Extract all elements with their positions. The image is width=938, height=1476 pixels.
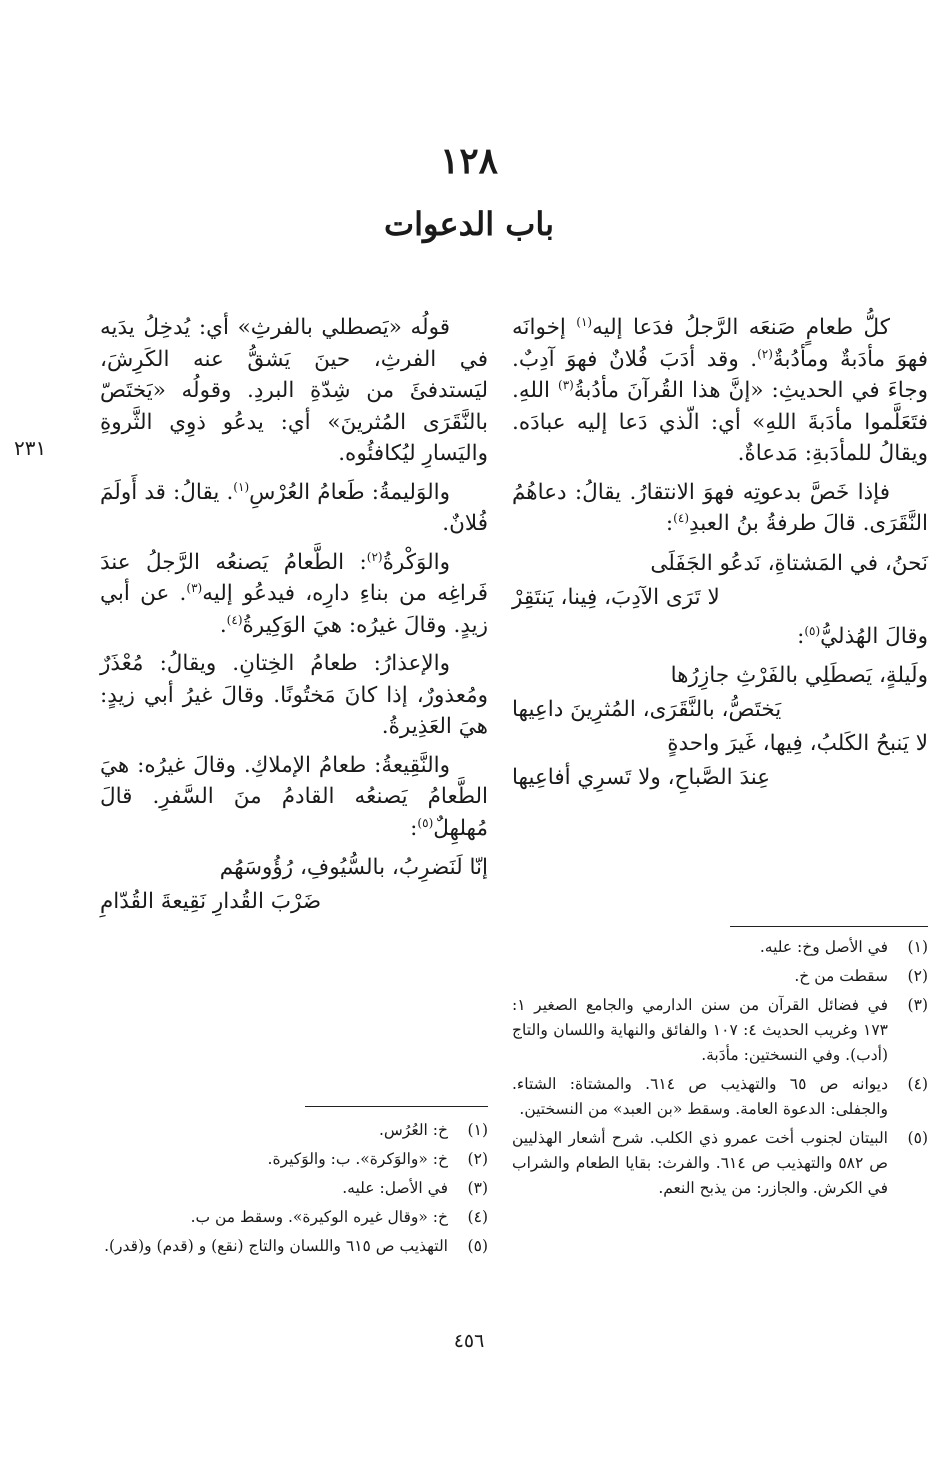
footnote-text: في فضائل القرآن من سنن الدارمي والجامع الصغير ١: ١٧٣ وغريب الحديث ٤: ١٠٧ والفائق والنهاية واللسان والتاج (أدب). وفي النسختين: مأدَبة. [512, 996, 888, 1064]
paragraph-text: . وقد أدَبَ فُلانٌ فهوَ آدِبٌ. وجاءَ في الحديثِ: «إنَّ هذا القُرآنَ مأدُبةُ [512, 346, 928, 403]
page-number: ٤٥٦ [453, 1330, 485, 1352]
footnote-text: في الأصل وخ: عليه. [759, 938, 888, 956]
footnote-number: (٥) [467, 1237, 488, 1255]
paragraph [512, 621, 928, 653]
verse-hemistich: يَختَصُّ، بالنَّقَرَى، المُثرِينَ داعِيها [512, 697, 782, 722]
footnote-number: (٣) [467, 1179, 488, 1197]
footnote-text: سقطت من خ. [794, 967, 888, 985]
paragraph [100, 750, 488, 845]
footnote [512, 964, 928, 989]
verse-hemistich: لا يَنبحُ الكَلبُ، فِيها، غَيرَ واحدةٍ [667, 731, 928, 756]
footnote-ref: (٤) [226, 612, 243, 627]
right-column [512, 312, 928, 801]
footnote-text: في الأصل: عليه. [342, 1179, 448, 1197]
footnote-number: (٤) [467, 1208, 488, 1226]
verse [100, 851, 488, 919]
paragraph-text: والوَكْرةُ [382, 549, 450, 575]
footnote [512, 1126, 928, 1201]
verse-hemistich: عِندَ الصَّباحِ، ولا تَسرِي أفاعِيها [512, 765, 771, 790]
verse-hemistich: نَحنُ، في المَشتاةِ، نَدعُو الجَفَلَى [650, 550, 928, 576]
footnote-text: ديوانه ص ٦٥ والتهذيب ص ٦١٤. والمشتاة: الشتاء. والجفلى: الدعوة العامة. وسقط «بن العبد» من النسختين. [512, 1075, 888, 1118]
footnote-divider [730, 926, 928, 927]
footnote-text: خ: «وقال غيره الوكيرة». وسقط من ب. [190, 1208, 448, 1226]
paragraph-text: كلُّ طعامٍ صَنعَه الرَّجلُ فدَعا إليه [592, 315, 890, 340]
paragraph: والإعذارُ: طعامُ الخِتانِ. ويقالُ: مُعْذَرٌ ومُعذورٌ، إذا كانَ مَختُونًا. وقالَ غيرُ أبي زيدٍ: هيَ العَذِيرةُ. [100, 651, 488, 739]
footnote-text: خ: العُرُس. [378, 1121, 448, 1139]
paragraph-text: والوَليمةُ: طَعامُ العُرْسِ [249, 479, 450, 505]
footnote-ref: (٤) [673, 510, 689, 525]
paragraph-text: . [219, 612, 227, 638]
footnote [512, 935, 928, 960]
footnote-number: (٣) [907, 996, 928, 1014]
footnote-number: (١) [467, 1121, 488, 1139]
footnote [100, 1205, 488, 1230]
paragraph-text: : [410, 815, 418, 841]
verse-hemistich: لا تَرَى الآدِبَ، فِينا، يَنتَقِرْ [512, 584, 720, 610]
footnote-text: خ: «والوَكرة». ب: والوَكيرة. [267, 1150, 448, 1168]
footnote-number: (٢) [907, 967, 928, 985]
footnote-ref: (٢) [757, 346, 773, 361]
paragraph [100, 547, 488, 642]
footnote-number: (١) [907, 938, 928, 956]
footnote-ref: (٥) [804, 623, 821, 638]
paragraph-text: وقالَ الهُذليُّ [820, 623, 928, 649]
paragraph-text: والنَّقِيعةُ: طعامُ الإملاكِ. وقالَ غيرُه: هيَ الطَّعامُ يَصنعُه القادمُ منَ السَّفرِ. قالَ مُهلهِلٌ [100, 752, 488, 841]
margin-reference-number: ٢٣١ [14, 436, 47, 460]
footnote-text: التهذيب ص ٦١٥ واللسان والتاج (نقع) و (قدم) و(قدر). [104, 1237, 448, 1255]
footnote-ref: (٣) [186, 580, 203, 595]
footnote-ref: (٢) [366, 549, 383, 564]
footnote-number: (٥) [907, 1129, 928, 1147]
left-column [100, 312, 488, 925]
paragraph-text: . يقالُ: قد أَولَمَ فُلانٌ. [100, 479, 488, 536]
paragraph [512, 312, 928, 470]
paragraph-text: : [665, 511, 674, 536]
footnote-ref: (١) [233, 479, 250, 494]
footnote-ref: (٣) [558, 377, 574, 392]
paragraph [100, 477, 488, 540]
footnote-divider [305, 1106, 488, 1107]
footnote [100, 1118, 488, 1143]
chapter-title: باب الدعوات [384, 205, 554, 243]
paragraph-text: . عن أبي زيدٍ. وقالَ غيرُه: هيَ الوَكِيرةُ [100, 581, 488, 638]
verse-hemistich: ولَيلةٍ، يَصطَلِي بالفَرْثِ جازِرُها [670, 663, 928, 688]
footnote [100, 1147, 488, 1172]
footnotes-right [512, 935, 928, 1205]
paragraph [512, 477, 928, 540]
paragraph-text: اللهِ. فتَعَلَّموا مأدَبةَ اللهِ» أي: الّذي دَعا إليه عبادَه. ويقالُ للمأدَبةِ: مَدعاةٌ. [512, 378, 928, 466]
verse-hemistich: ضَرْبَ القُدارِ نَقِيعةَ القُدّامِ [100, 889, 322, 914]
paragraph: قولُه «يَصطلي بالفرثِ» أي: يُدخِلُ يدَيه في الفرثِ، حينَ يَشقُّ عنه الكَرِشَ، ليَستدفئَ من شِدّةِ البردِ. وقولُه «يَختَصّ بالنَّقَرَى المُثرينَ» أي: يدعُو ذوِي الثَّروةِ واليَسارِ ليُكافئُوه. [100, 315, 488, 466]
paragraph-text: فإذا خَصَّ بدعوتِه فهوَ الانتقارُ. يقالُ: دعاهُمُ النَّقَرَى. قالَ طرفةُ بنُ العبدِ [512, 479, 928, 536]
footnote-ref: (١) [576, 314, 593, 329]
footnote-number: (٤) [907, 1075, 928, 1093]
verse-hemistich: إنّا لَنَضرِبُ، بالسُّيُوفِ، رُؤُوسَهُم [219, 855, 488, 880]
paragraph-text: إخوانَه فهوَ مأدَبةٌ ومأدُبةٌ [512, 315, 928, 372]
footnote [100, 1176, 488, 1201]
chapter-number: ١٢٨ [439, 140, 498, 182]
footnote [512, 1072, 928, 1122]
footnote [100, 1234, 488, 1259]
footnote-text: البيتان لجنوب أخت عمرو ذي الكلب. شرح أشعار الهذليين ص ٥٨٢ والتهذيب ص ٦١٤. والفرث: بقايا الطعام والشراب في الكرش. والجازر: من يذبح النعم. [512, 1129, 888, 1197]
verse [512, 547, 928, 615]
paragraph-text: : [797, 623, 805, 649]
verse [512, 659, 928, 795]
footnotes-left [100, 1118, 488, 1263]
paragraph-text: : الطَّعامُ يَصنعُه الرَّجلُ عندَ فَراغِه من بناءِ دارِه، فيدعُو إليه [100, 549, 489, 606]
footnote [512, 993, 928, 1068]
footnote-number: (٢) [467, 1150, 488, 1168]
footnote-ref: (٥) [417, 815, 434, 830]
